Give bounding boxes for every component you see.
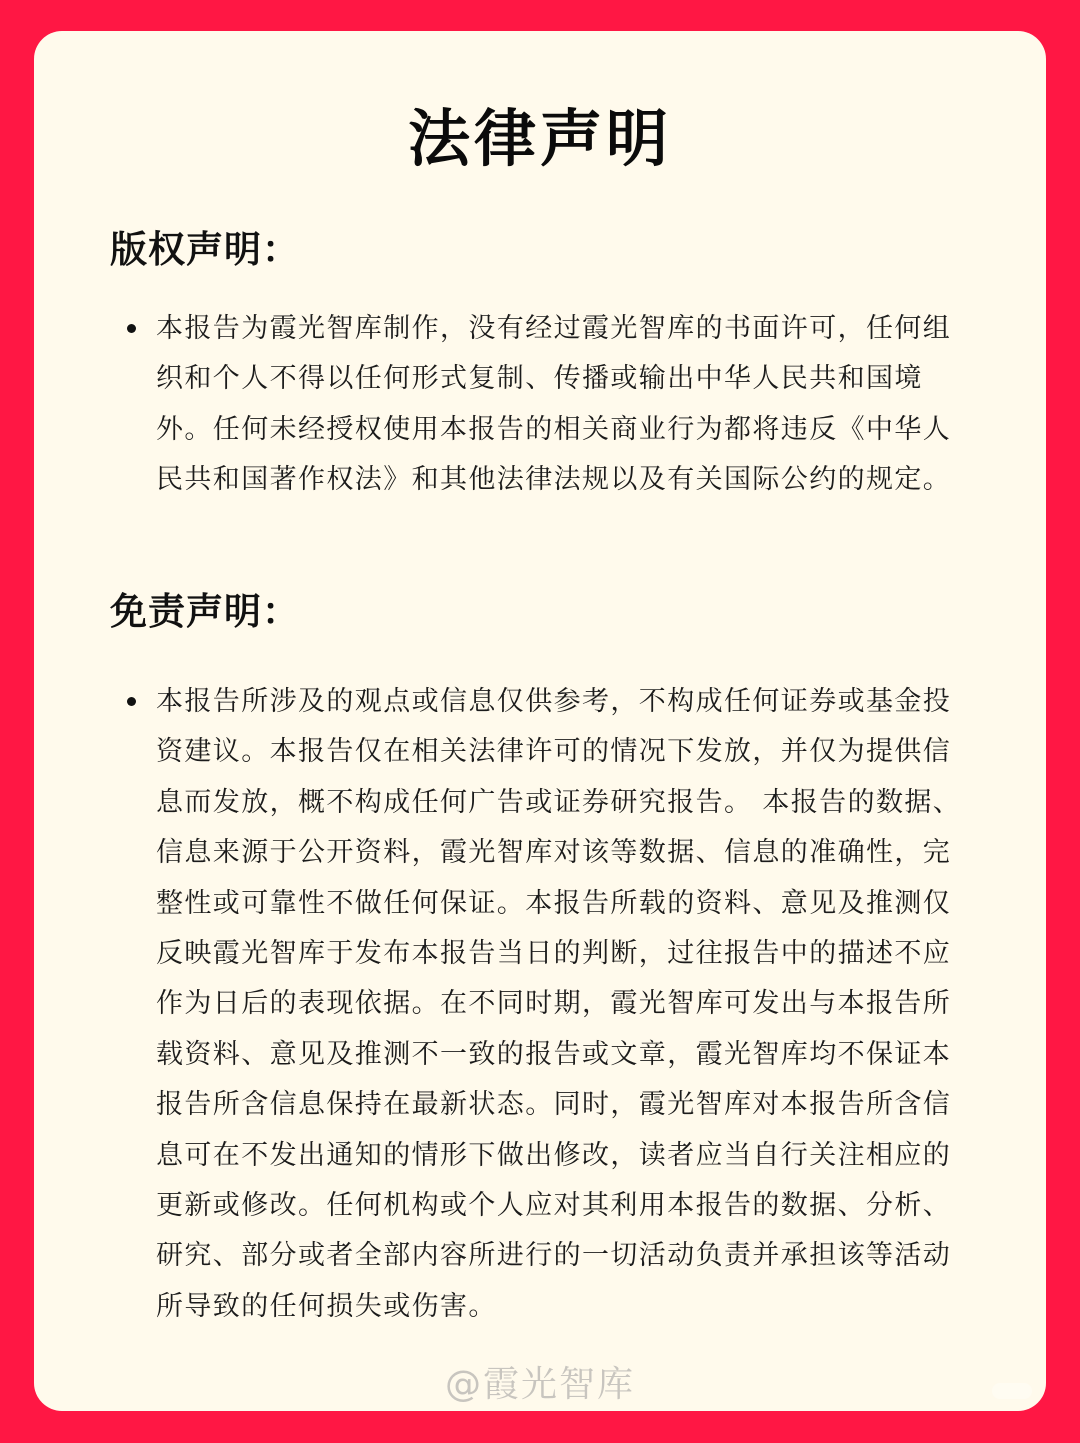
copyright-paragraph: 本报告为霞光智库制作，没有经过霞光智库的书面许可，任何组织和个人不得以任何形式复制、传播或输出中华人民共和国境外。任何未经授权使用本报告的相关商业行为都将违反《中华人民共和国著作权法》和其他法律法规以及有关国际公约的规定。 <box>156 313 952 496</box>
copyright-bullet <box>127 324 136 333</box>
disclaimer-paragraph: 本报告所涉及的观点或信息仅供参考，不构成任何证券或基金投资建议。本报告仅在相关法律许可的情况下发放，并仅为提供信息而发放，概不构成任何广告或证券研究报告。 本报告的数据、信息来源于公开资料，霞光智库对该等数据、信息的准确性，完整性或可靠性不做任何保证。本报告所载的资料、意见及推测仅反映霞光智库于发布本报告当日的判断，过往报告中的描述不应作为日后的表现依据。在不同时期，霞光智库可发出与本报告所载资料、意见及推测不一致的报告或文章，霞光智库均不保证本报告所含信息保持在最新状态。同时，霞光智库对本报告所含信息可在不发出通知的情形下做出修改，读者应当自行关注相应的更新或修改。任何机构或个人应对其利用本报告的数据、分析、研究、部分或者全部内容所进行的一切活动负责并承担该等活动所导致的任何损失或伤害。 <box>156 686 962 1322</box>
legal-notice-card <box>34 31 1046 1411</box>
page-title: 法律声明 <box>407 102 672 175</box>
watermark: @霞光智库 <box>444 1364 635 1405</box>
disclaimer-heading: 免责声明： <box>110 590 300 633</box>
corner-badge <box>992 1383 1032 1399</box>
copyright-heading: 版权声明： <box>110 228 300 271</box>
disclaimer-bullet <box>127 697 136 706</box>
